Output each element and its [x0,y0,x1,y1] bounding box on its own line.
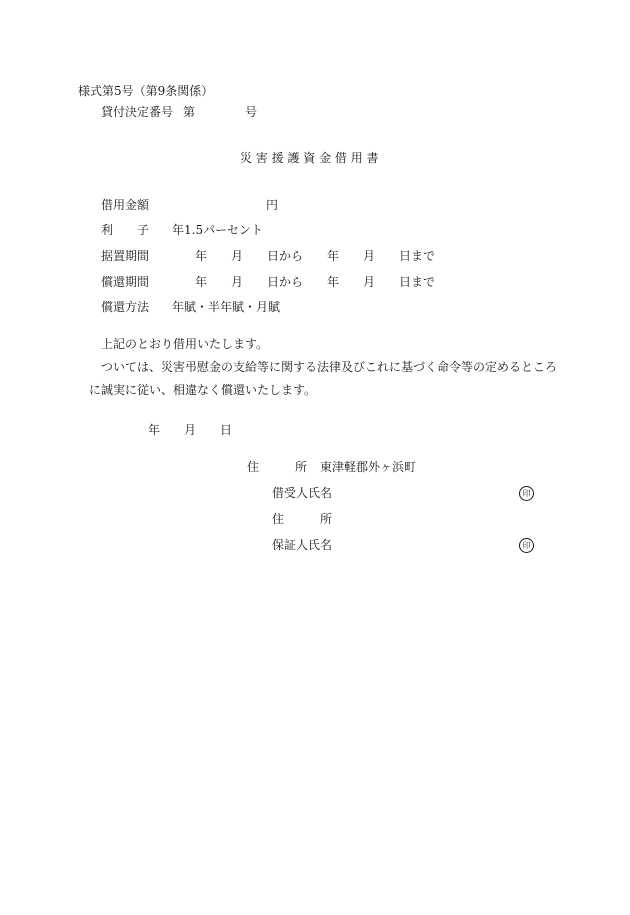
amount-label: 借用金額 [101,198,150,212]
guarantor-name-label: 保証人氏名 [272,538,333,552]
date-day: 日 [220,423,233,437]
form-number: 様式第5号（第9条関係） [78,84,214,98]
loan-number-prefix: 第 [183,105,196,119]
interest-label: 利 子 [101,223,150,237]
date-year: 年 [148,423,161,437]
deferment-label: 据置期間 [101,249,150,263]
method-label: 償還方法 [101,300,150,314]
amount-unit: 円 [266,198,279,212]
body-line-1: 上記のとおり借用いたします。 [101,337,269,351]
loan-number-suffix: 号 [245,105,258,119]
body-line-3: に誠実に従い、相違なく償還いたします。 [89,383,317,397]
address-label: 住 所 [247,460,308,474]
body-line-2: ついては、災害弔慰金の支給等に関する法律及びこれに基づく命令等の定めるところ [101,360,558,374]
interest-value: 年1.5パーセント [172,223,263,237]
borrower-name-label: 借受人氏名 [272,486,333,500]
deferment-period: 年 月 日から 年 月 日まで [195,249,436,263]
guarantor-address-label: 住 所 [272,512,333,526]
repayment-period: 年 月 日から 年 月 日まで [195,275,436,289]
repayment-label: 償還期間 [101,275,150,289]
borrower-seal-icon: 印 [519,486,534,501]
date-month: 月 [184,423,197,437]
address-value: 東津軽郡外ヶ浜町 [320,460,417,474]
document-title: 災 害 援 護 資 金 借 用 書 [240,151,379,165]
method-value: 年賦・半年賦・月賦 [172,300,281,314]
loan-decision-number-label: 貸付決定番号 [101,105,174,119]
guarantor-seal-icon: 印 [519,538,534,553]
